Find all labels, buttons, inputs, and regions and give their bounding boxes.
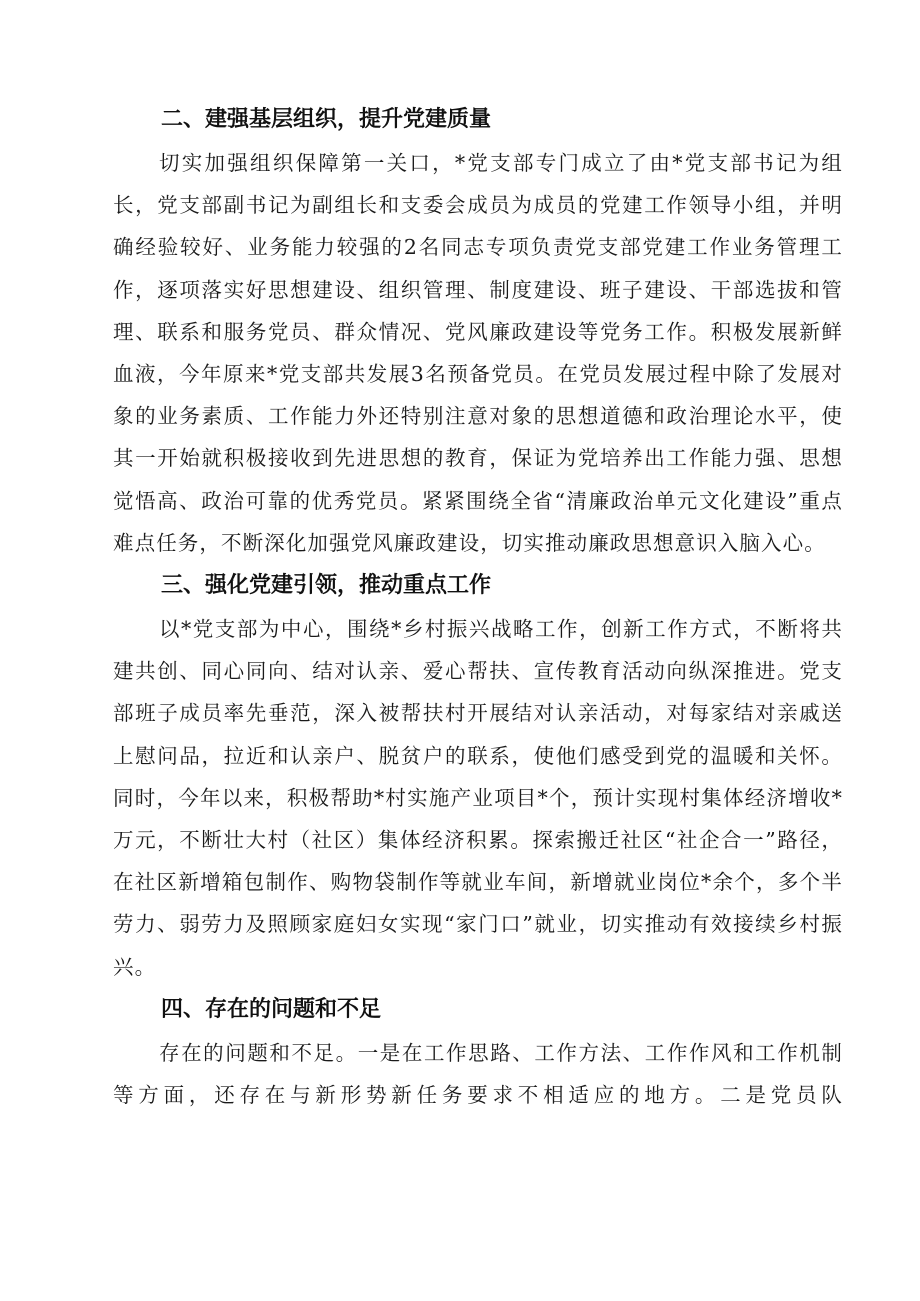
section-heading-3: 三、强化党建引领，推动重点工作 [161,573,492,599]
section-heading-4: 四、存在的问题和不足 [161,996,382,1022]
section-heading-2: 二、建强基层组织，提升党建质量 [161,107,492,132]
section-paragraph-2: 切实加强组织保障第一关口，*党支部专门成立了由*党支部书记为组长，党支部副书记为副组长和支委会成员为成员的党建工作领导小组，并明确经验较好、业务能力较强的2名同志专项负责党支部党建工作业务管理工作，逐项落实好思想建设、组织管理、制度建设、班子建设、干部选拔和管理、联系和服务党员、群众情况、党风廉政建设等党务工作。积极发展新鲜血液，今年原来*党支部共发展3名预备党员。在党员发展过程中除了发展对象的业务素质、工作能力外还特别注意对象的思想道德和政治理论水平，使其一开始就积极接收到先进思想的教育，保证为党培养出工作能力强、思想觉悟高、政治可靠的优秀党员。紧紧围绕全省“清廉政治单元文化建设”重点难点任务，不断深化加强党风廉政建设，切实推动廉政思想意识入脑入心。 [113,151,843,555]
section-paragraph-3: 以*党支部为中心，围绕*乡村振兴战略工作，创新工作方式，不断将共建共创、同心同向、结对认亲、爱心帮扶、宣传教育活动向纵深推进。党支部班子成员率先垂范，深入被帮扶村开展结对认亲活动，对每家结对亲戚送上慰问品，拉近和认亲户、脱贫户的联系，使他们感受到党的温暖和关怀。同时，今年以来，积极帮助*村实施产业项目*个，预计实现村集体经济增收*万元，不断壮大村（社区）集体经济积累。探索搬迁社区“社企合一”路径，在社区新增箱包制作、购物袋制作等就业车间，新增就业岗位*余个，多个半劳力、弱劳力及照顾家庭妇女实现“家门口”就业，切实推动有效接续乡村振兴。 [113,617,843,979]
document-body [113,98,843,1116]
section-paragraph-4: 存在的问题和不足。一是在工作思路、工作方法、工作作风和工作机制等方面，还存在与新形势新任务要求不相适应的地方。二是党员队 [113,1040,843,1108]
